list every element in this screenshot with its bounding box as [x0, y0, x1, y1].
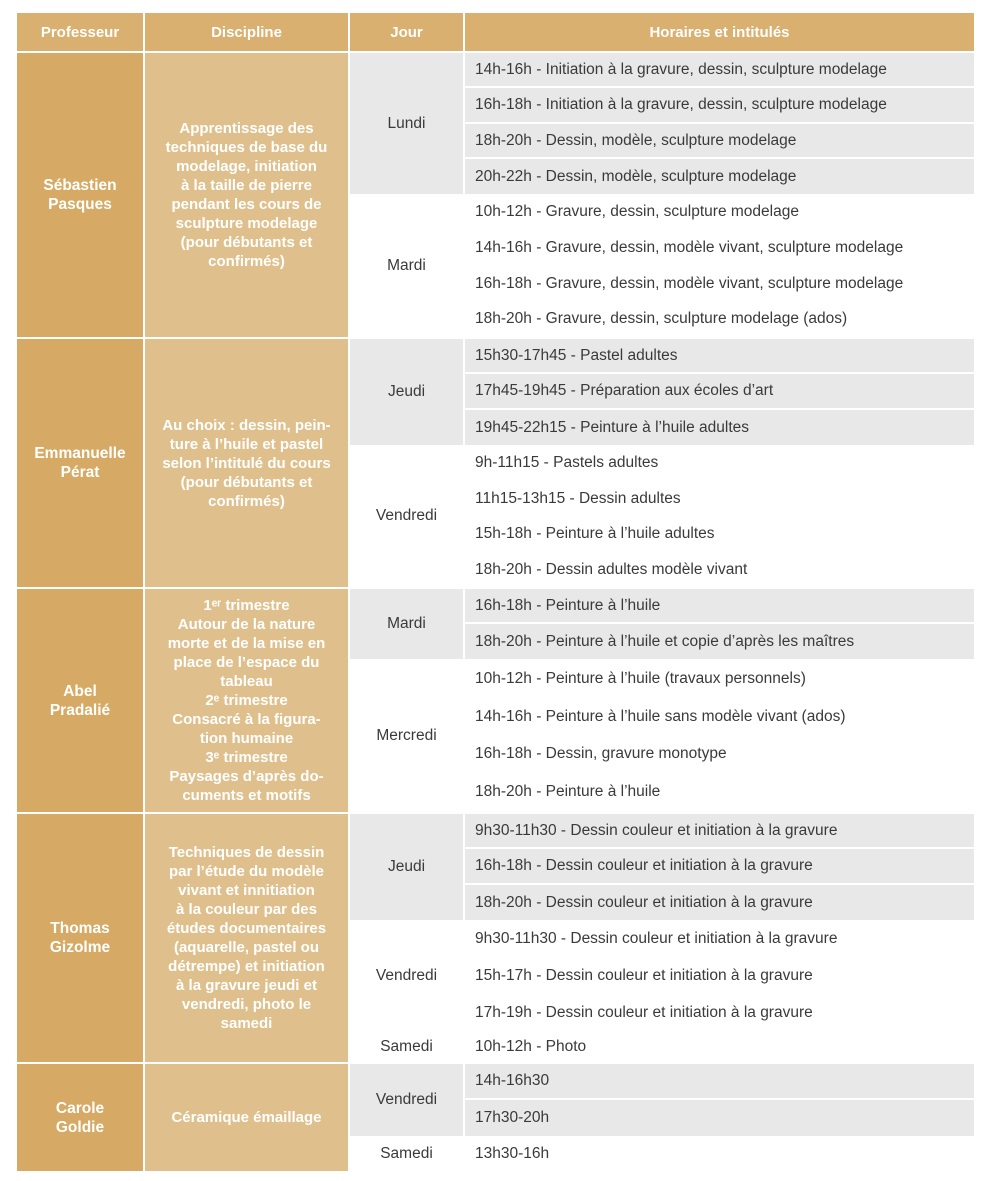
- time-slot: 10h-12h - Gravure, dessin, sculpture modelage: [465, 194, 974, 230]
- time-slot: 17h45-19h45 - Préparation aux écoles d’art: [465, 374, 974, 410]
- discipline-text: 1ᵉʳ trimestre Autour de la nature morte et de la mise en place de l’espace du tableau 2ᵉ trimestre Consacré à la figura- tion humaine 3ᵉ trimestre Paysages d’après do- cuments et motifs: [167, 597, 326, 804]
- time-slot: 10h-12h - Photo: [465, 1031, 974, 1062]
- day-label: Mardi: [350, 194, 463, 337]
- time-slot: 18h-20h - Dessin adultes modèle vivant: [465, 552, 974, 587]
- time-slot: 18h-20h - Gravure, dessin, sculpture modelage (ados): [465, 301, 974, 337]
- teacher-discipline: [145, 339, 348, 587]
- time-slot: 9h30-11h30 - Dessin couleur et initiation à la gravure: [465, 920, 974, 957]
- day-label: Vendredi: [350, 1064, 463, 1136]
- time-slot: 14h-16h - Gravure, dessin, modèle vivant, sculpture modelage: [465, 230, 974, 266]
- teacher-name: Emmanuelle Pérat: [17, 339, 143, 587]
- time-slot: 9h-11h15 - Pastels adultes: [465, 445, 974, 481]
- header-professeur: Professeur: [17, 13, 143, 51]
- time-slot: 10h-12h - Peinture à l’huile (travaux personnels): [465, 659, 974, 698]
- time-slot: 13h30-16h: [465, 1136, 974, 1171]
- discipline-text: Au choix : dessin, pein- ture à l’huile et pastel selon l’intitulé du cours (pour débutants et confirmés): [162, 416, 331, 510]
- time-slot: 16h-18h - Initiation à la gravure, dessin, sculpture modelage: [465, 88, 974, 124]
- time-slot: 20h-22h - Dessin, modèle, sculpture modelage: [465, 159, 974, 194]
- discipline-text: Céramique émaillage: [171, 1109, 322, 1126]
- header-horaires: Horaires et intitulés: [465, 13, 974, 51]
- day-label: Mercredi: [350, 659, 463, 812]
- time-slot: 15h30-17h45 - Pastel adultes: [465, 339, 974, 374]
- time-slot: 11h15-13h15 - Dessin adultes: [465, 481, 974, 516]
- time-slot: 15h-18h - Peinture à l’huile adultes: [465, 516, 974, 552]
- teacher-name: Carole Goldie: [17, 1064, 143, 1171]
- time-slot: 16h-18h - Dessin couleur et initiation à la gravure: [465, 849, 974, 885]
- header-discipline: Discipline: [145, 13, 348, 51]
- time-slot: 18h-20h - Dessin, modèle, sculpture modelage: [465, 124, 974, 159]
- day-label: Mardi: [350, 589, 463, 659]
- time-slot: 14h-16h - Peinture à l’huile sans modèle vivant (ados): [465, 698, 974, 735]
- time-slot: 18h-20h - Dessin couleur et initiation à la gravure: [465, 885, 974, 920]
- time-slot: 14h-16h - Initiation à la gravure, dessin, sculpture modelage: [465, 53, 974, 88]
- time-slot: 16h-18h - Gravure, dessin, modèle vivant, sculpture modelage: [465, 266, 974, 301]
- day-label: Vendredi: [350, 445, 463, 587]
- teacher-discipline: [145, 589, 348, 812]
- header-jour: Jour: [350, 13, 463, 51]
- time-slot: 16h-18h - Peinture à l’huile: [465, 589, 974, 624]
- time-slot: 14h-16h30: [465, 1064, 974, 1100]
- teacher-name: Thomas Gizolme: [17, 814, 143, 1062]
- time-slot: 17h-19h - Dessin couleur et initiation à la gravure: [465, 994, 974, 1031]
- day-label: Vendredi: [350, 920, 463, 1031]
- teacher-name: Sébastien Pasques: [17, 53, 143, 337]
- teacher-name: Abel Pradalié: [17, 589, 143, 812]
- time-slot: 19h45-22h15 - Peinture à l’huile adultes: [465, 410, 974, 445]
- teacher-discipline: [145, 53, 348, 337]
- day-label: Samedi: [350, 1031, 463, 1062]
- discipline-text: Apprentissage des techniques de base du modelage, initiation à la taille de pierre pendant les cours de sculpture modelage (pour débutants et confirmés): [165, 120, 328, 270]
- day-label: Jeudi: [350, 339, 463, 445]
- time-slot: 18h-20h - Peinture à l’huile: [465, 772, 974, 812]
- day-label: Lundi: [350, 53, 463, 194]
- time-slot: 15h-17h - Dessin couleur et initiation à la gravure: [465, 957, 974, 994]
- discipline-text: Techniques de dessin par l’étude du modèle vivant et innitiation à la couleur par des études documentaires (aquarelle, pastel ou détrempe) et initiation à la gravure jeudi et vendredi, photo le samedi: [166, 844, 327, 1032]
- teacher-discipline: [145, 814, 348, 1062]
- time-slot: 16h-18h - Dessin, gravure monotype: [465, 735, 974, 772]
- time-slot: 17h30-20h: [465, 1100, 974, 1136]
- time-slot: 18h-20h - Peinture à l’huile et copie d’après les maîtres: [465, 624, 974, 659]
- day-label: Jeudi: [350, 814, 463, 920]
- teacher-discipline: [145, 1064, 348, 1171]
- time-slot: 9h30-11h30 - Dessin couleur et initiation à la gravure: [465, 814, 974, 849]
- day-label: Samedi: [350, 1136, 463, 1171]
